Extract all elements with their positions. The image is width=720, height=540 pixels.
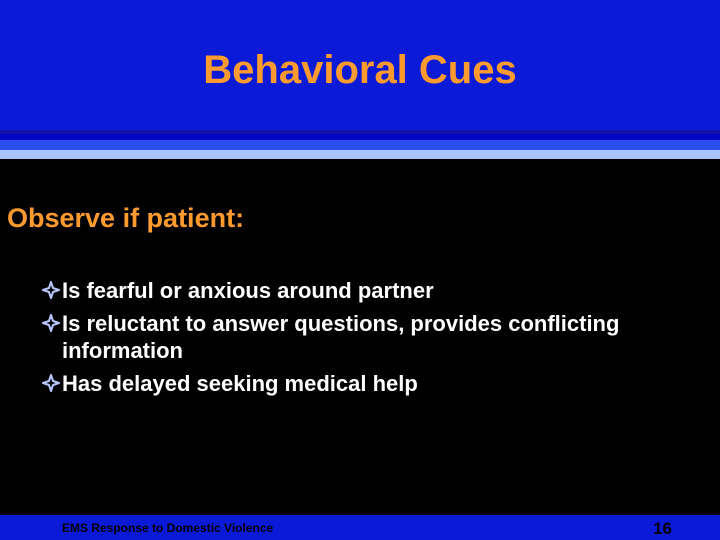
slide-number: 16 (653, 519, 672, 538)
slide-subtitle: Observe if patient: (7, 203, 245, 233)
bullet-item (42, 370, 682, 397)
bullet-list (42, 277, 682, 403)
header-stripe-light (0, 150, 720, 159)
header-stripe-mid (0, 140, 720, 150)
bullet-text: Has delayed seeking medical help (62, 371, 418, 396)
bullet-text: Is fearful or anxious around partner (62, 278, 434, 303)
bullet-item (42, 310, 682, 364)
diamond-bullet-icon (42, 314, 60, 332)
diamond-bullet-icon (42, 374, 60, 392)
slide-title: Behavioral Cues (203, 48, 517, 92)
bullet-item (42, 277, 682, 304)
diamond-bullet-icon (42, 281, 60, 299)
bullet-text: Is reluctant to answer questions, provides conflicting information (62, 311, 620, 363)
footer-text: EMS Response to Domestic Violence (62, 521, 274, 535)
title-bar (0, 0, 720, 130)
footer-bar (0, 515, 720, 540)
